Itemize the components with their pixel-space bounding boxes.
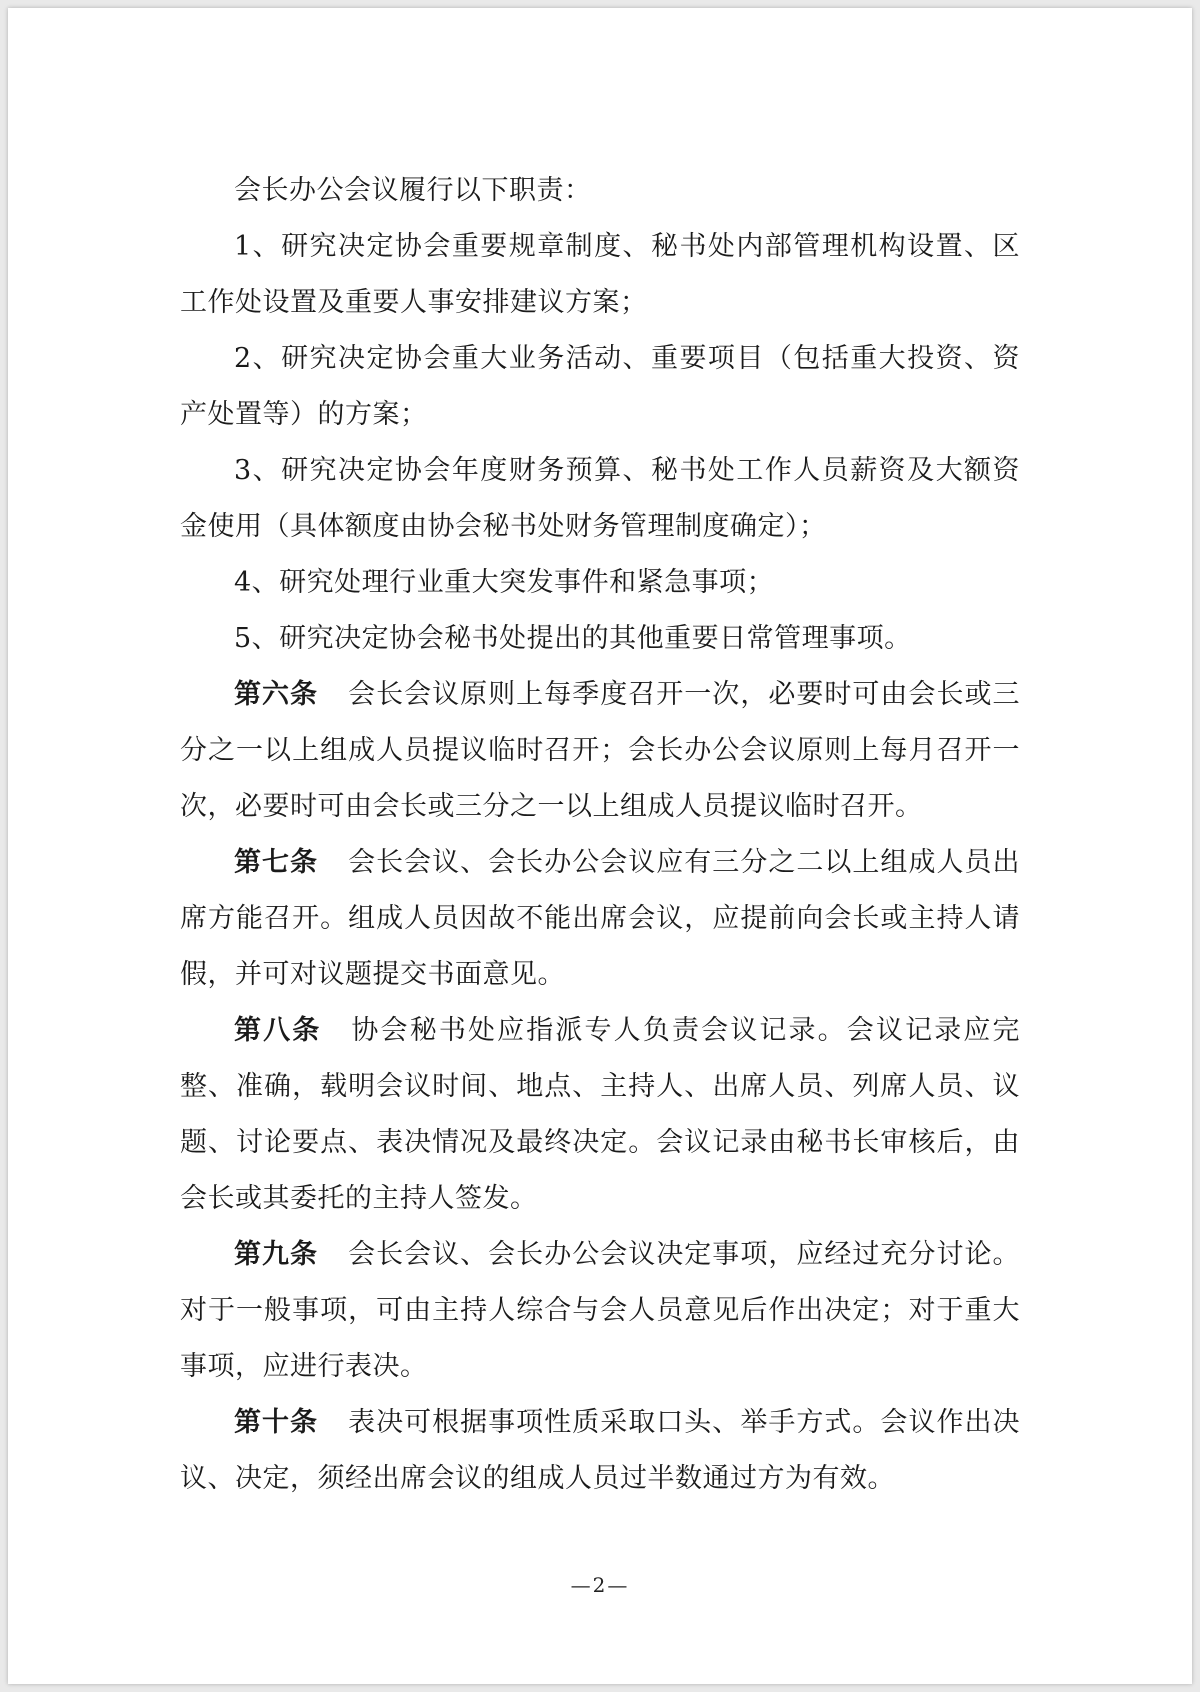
article-6-label: 第六条 — [234, 679, 319, 710]
article-7 — [180, 835, 1020, 1003]
document-page — [8, 8, 1192, 1684]
article-8 — [180, 1003, 1020, 1227]
intro-paragraph: 会长办公会议履行以下职责： — [234, 175, 592, 206]
article-8-text: 协会秘书处应指派专人负责会议记录。会议记录应完整、准确，载明会议时间、地点、主持人、出席人员、列席人员、议题、讨论要点、表决情况及最终决定。会议记录由秘书长审核后，由会长或其委托的主持人签发。 — [180, 1015, 1021, 1214]
article-6 — [180, 667, 1020, 835]
page-number: —2— — [570, 1573, 630, 1597]
duty-item-3: 3、研究决定协会年度财务预算、秘书处工作人员薪资及大额资金使用（具体额度由协会秘书处财务管理制度确定）； — [180, 455, 1020, 542]
document-body — [180, 163, 1020, 1507]
duty-item-4: 4、研究处理行业重大突发事件和紧急事项； — [234, 567, 775, 598]
article-6-text: 会长会议原则上每季度召开一次，必要时可由会长或三分之一以上组成人员提议临时召开；会长办公会议原则上每月召开一次，必要时可由会长或三分之一以上组成人员提议临时召开。 — [180, 679, 1021, 822]
article-7-text: 会长会议、会长办公会议应有三分之二以上组成人员出席方能召开。组成人员因故不能出席会议，应提前向会长或主持人请假，并可对议题提交书面意见。 — [180, 847, 1021, 990]
article-9-label: 第九条 — [234, 1239, 319, 1270]
article-10 — [180, 1395, 1020, 1507]
duty-item-2: 2、研究决定协会重大业务活动、重要项目（包括重大投资、资产处置等）的方案； — [180, 343, 1020, 430]
article-10-text: 表决可根据事项性质采取口头、举手方式。会议作出决议、决定，须经出席会议的组成人员过半数通过方为有效。 — [180, 1407, 1021, 1494]
article-9-text: 会长会议、会长办公会议决定事项，应经过充分讨论。对于一般事项，可由主持人综合与会人员意见后作出决定；对于重大事项，应进行表决。 — [180, 1239, 1021, 1382]
article-8-label: 第八条 — [234, 1015, 322, 1046]
article-10-label: 第十条 — [234, 1407, 319, 1438]
article-9 — [180, 1227, 1020, 1395]
duty-item-5: 5、研究决定协会秘书处提出的其他重要日常管理事项。 — [234, 623, 912, 654]
article-7-label: 第七条 — [234, 847, 319, 878]
duty-item-1: 1、研究决定协会重要规章制度、秘书处内部管理机构设置、区工作处设置及重要人事安排建议方案； — [180, 231, 1020, 318]
